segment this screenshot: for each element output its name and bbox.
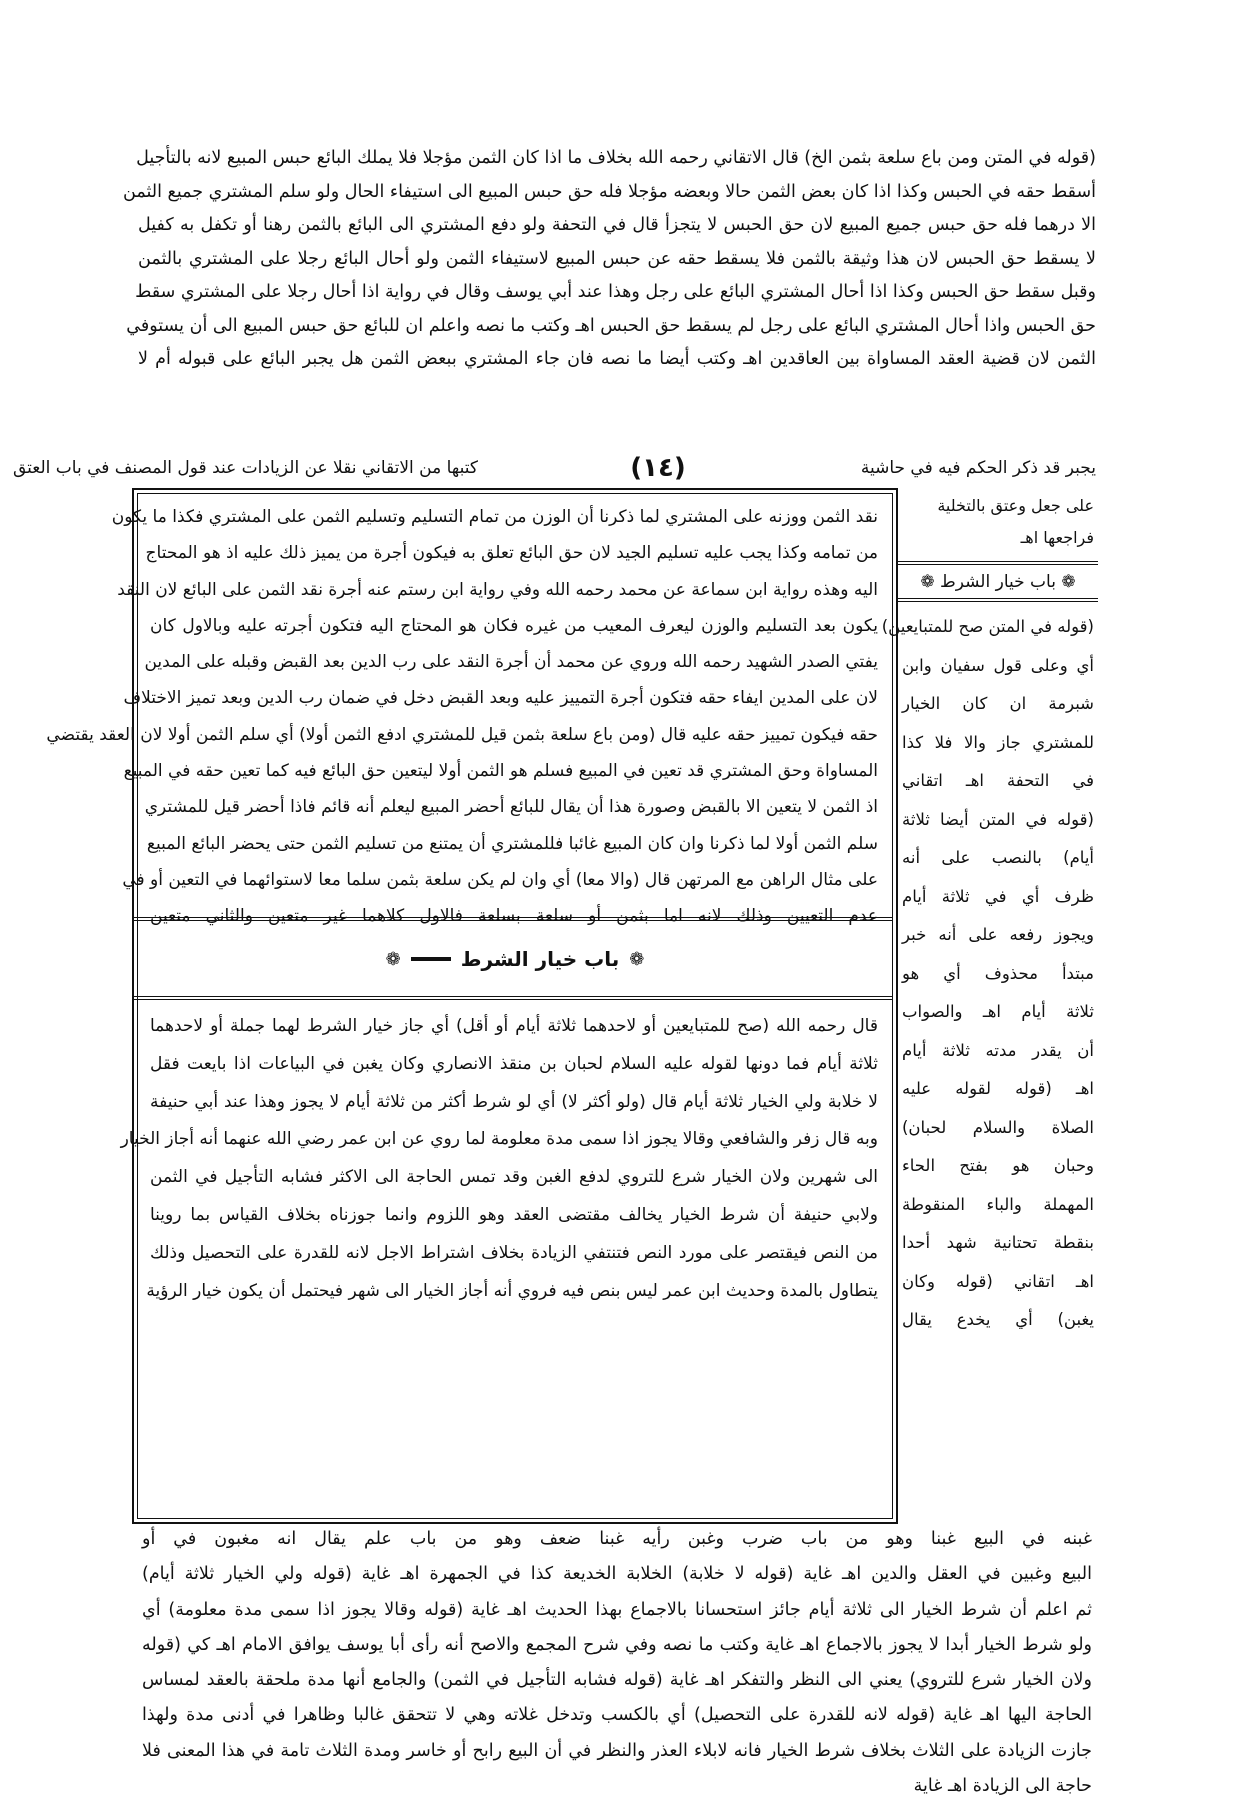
section-divider (134, 999, 892, 1000)
main-line: لان على المدين ايفاء حقه فتكون أجرة التمييز عليه وبعد القبض دخل في ضمان رب الدين وبعد تميز الاختلاف (123, 688, 878, 709)
running-head-left: كتبها من الاتقاني نقلا عن الزيادات عند قول المصنف في باب العتق (12, 458, 478, 478)
main-line: ولابي حنيفة أن شرط الخيار يخالف مقتضى العقد وهو اللزوم وانما جوزناه بخلاف القياس بما روينا (150, 1204, 878, 1225)
top-line: الا درهما فله حق حبس جميع المبيع لان حق الحبس لا يتجزأ قال في التحفة ولو دفع المشتري الى البائع بالثمن رهنا أو تكفل به كفيل (138, 215, 1096, 235)
bottom-line: البيع وغبين في العقل والدين اهـ غاية (قوله لا خلابة) الخلابة الخديعة كذا في الجمهرة اهـ غاية (قوله ولي الخيار ثلاثة أيام) (142, 1564, 1092, 1585)
bottom-line: حاجة الى الزيادة اهـ غاية (913, 1776, 1092, 1797)
side-divider (898, 561, 1098, 562)
running-head-right: يجبر قد ذكر الحكم فيه في حاشية (860, 458, 1096, 478)
ornament-icon: ❁ (920, 572, 935, 592)
side-commentary-top (902, 490, 1094, 554)
side-divider (898, 601, 1098, 602)
side-line: أي وعلى قول سفيان وابن (902, 655, 1094, 675)
side-line: (قوله في المتن أيضا ثلاثة (902, 809, 1094, 829)
chapter-heading (380, 935, 650, 983)
bottom-commentary-block (142, 1522, 1092, 1804)
side-line: الصلاة والسلام لحبان) (902, 1117, 1094, 1137)
bottom-line: ولان الخيار شرع للتروي) يعني الى النظر والتفكر اهـ غاية (قوله فشابه التأجيل في الثمن) والجامع أنها مدة ملحقة بالعقد لمساس (142, 1670, 1092, 1691)
main-line: من تمامه وكذا يجب عليه تسليم الجيد لان حق البائع تعلق به فيكون أجرة من يميز ذلك عليه اذ هو المحتاج (145, 543, 878, 564)
side-line: اهـ (قوله لقوله عليه (902, 1079, 1094, 1098)
running-head (12, 450, 1096, 486)
main-line: يكون بعد التسليم والوزن ليعرف المعيب من غيره فكان هو المحتاج اليه فتكون أجرته عليه وبالاول كان (150, 615, 878, 636)
top-line: وقبل سقط حق الحبس وكذا اذا أحال المشتري البائع على رجل وهذا عند أبي يوسف وقال في رواية اذا أحال رجلا على المشتري سقط (135, 282, 1096, 302)
ornament-icon: ❁ (1061, 572, 1076, 592)
chapter-heading-text: باب خيار الشرط (460, 947, 620, 971)
side-heading-text: باب خيار الشرط (940, 572, 1056, 592)
bottom-line: ولو شرط الخيار أبدا لا يجوز بالاجماع اهـ غاية وكتب ما نصه وفي شرح المجمع والاصح أنه رأى أبا يوسف يوافق الامام اهـ كي (قوله (142, 1634, 1092, 1655)
main-line: اليه وهذه رواية ابن سماعة عن محمد رحمه الله وفي رواية ابن رستم عنه أجرة نقد الثمن على البائع لان النقد (117, 579, 878, 600)
main-line: سلم الثمن أولا لما ذكرنا وان كان المبيع غائبا فللمشتري أن يمتنع من تسليم الثمن حتى يحضر البائع المبيع (146, 833, 878, 854)
side-line: أيام) بالنصب على أنه (902, 848, 1094, 867)
main-text-lower (120, 1008, 878, 1310)
main-line: اذ الثمن لا يتعين الا بالقبض وصورة هذا أن يقال للبائع أحضر المبيع ليعلم أنه قائم فاذا أحضر قيل للمشتري (144, 797, 878, 818)
side-line: ثلاثة أيام اهـ والصواب (902, 1002, 1094, 1021)
main-line: لا خلابة ولي الخيار ثلاثة أيام قال (ولو أكثر لا) أي لو شرط أكثر من ثلاثة أيام لا يجوز وهذا عند أبي حنيفة (150, 1091, 878, 1112)
bottom-line: الحاجة اليها اهـ غاية (قوله لانه للقدرة على التحصيل) أي بالكسب وتدخل غلاته وهي لا تتحقق غالبا وظاهرا في أدنى مدة ولهذا (142, 1705, 1092, 1726)
ornament-icon: ❁ (385, 948, 401, 970)
ornament-icon: ❁ (629, 948, 645, 970)
side-line: شبرمة ان كان الخيار (902, 694, 1094, 713)
side-line: يغبن) أي يخدع يقال (902, 1310, 1094, 1329)
top-line: أسقط حقه في الحبس وكذا اذا كان بعض الثمن حالا وبعضه مؤجلا فله حق حبس المبيع الى استيفاء الحال ولو سلم المشتري جميع الثمن (123, 181, 1096, 202)
bottom-line: ثم اعلم أن شرط الخيار الى ثلاثة أيام جائز استحسانا بالاجماع بهذا الحديث اهـ غاية (قوله وقالا يجوز اذا سمى مدة معلومة) أي (142, 1599, 1092, 1620)
side-divider (898, 598, 1098, 599)
main-line: يتطاول بالمدة وحديث ابن عمر ليس بنص فيه فروي أنه أجاز الخيار الى شهر فيحتمل أن يكون خيار الرؤية (146, 1280, 878, 1301)
top-line: حق الحبس واذا أحال المشتري البائع على رجل لم يسقط حق الحبس اهـ وكتب ما نصه واعلم ان للبائع حق حبس المبيع الى أن يستوفي (126, 315, 1096, 336)
side-line: في التحفة اهـ اتقاني (902, 771, 1094, 790)
main-line: يفتي الصدر الشهيد رحمه الله وروي عن محمد أن أجرة النقد على رب الدين بعد القبض وقبله على المدين (144, 652, 878, 673)
main-line: قال رحمه الله (صح للمتبايعين أو لاحدهما ثلاثة أيام أو أقل) أي جاز خيار الشرط لهما جملة أو لاحدهما (150, 1016, 878, 1036)
main-line: على مثال الراهن مع المرتهن قال (والا معا) أي وان لم يكن سلعة بثمن سلما معا لاستوائهما في التعين أو في (122, 869, 878, 890)
main-text-upper (46, 499, 878, 935)
main-line: حقه فيكون تمييز حقه عليه قال (ومن باع سلعة بثمن قيل للمشتري ادفع الثمن أولا) أي سلم الثمن أولا لان العقد يقتضي (46, 724, 878, 745)
top-line: لا يسقط حق الحبس لان هذا وثيقة بالثمن فلا يسقط حقه عن حبس المبيع لاستيفاء الثمن ولو أحال البائع رجلا على المشتري بالثمن (138, 248, 1096, 269)
main-line: عدم التعيين وذلك لانه اما بثمن أو سلعة بسلعة فالاول كلاهما غير متعين والثاني متعين (150, 906, 878, 927)
side-line: (قوله في المتن صح للمتبايعين) (881, 617, 1094, 636)
section-divider (134, 920, 892, 921)
side-line: اهـ اتقاني (قوله وكان (902, 1271, 1094, 1291)
side-line: ويجوز رفعه على أنه خبر (902, 925, 1094, 944)
heading-bar-decoration (411, 957, 451, 961)
side-line: ظرف أي في ثلاثة أيام (902, 886, 1094, 906)
section-divider (134, 996, 892, 997)
main-line: من النص فيقتصر على مورد النص فتنتفي الزيادة بخلاف اشتراط الاجل لانه للقدرة على التحصيل وذلك (150, 1242, 878, 1263)
side-commentary-body (881, 608, 1094, 1340)
main-line: ثلاثة أيام فما دونها لقوله عليه السلام لحبان بن منقذ الانصاري وكان يغبن في البياعات اذا بايعت فقل (150, 1053, 878, 1074)
side-line: المهملة والباء المنقوطة (902, 1194, 1094, 1214)
side-line: أن يقدر مدته ثلاثة أيام (902, 1040, 1094, 1060)
section-divider (134, 917, 892, 918)
side-line: فراجعها اهـ (1020, 528, 1094, 547)
side-line: بنقطة تحتانية شهد أحدا (902, 1233, 1094, 1252)
page-number: (١٤) (630, 453, 686, 483)
side-line: للمشتري جاز والا فلا كذا (902, 732, 1094, 752)
side-line: مبتدأ محذوف أي هو (902, 963, 1094, 983)
main-line: نقد الثمن ووزنه على المشتري لما ذكرنا أن الوزن من تمام التسليم وتسليم الثمن على المشتري فكذا ما يكون (111, 507, 878, 527)
top-line: (قوله في المتن ومن باع سلعة بثمن الخ) قال الاتقاني رحمه الله بخلاف ما اذا كان الثمن مؤجلا فلا يملك البائع حبس المبيع لانه بالتأجيل (136, 148, 1096, 168)
main-line: وبه قال زفر والشافعي وقالا يجوز اذا سمى مدة معلومة لما روي عن ابن عمر رضي الله عنهما أنه أجاز الخيار (120, 1129, 878, 1150)
main-line: الى شهرين ولان الخيار شرع للتروي لدفع الغبن وقد تمس الحاجة الى الاكثر فشابه التأجيل في الثمن (150, 1167, 878, 1188)
side-heading (902, 564, 1094, 600)
top-commentary-block (123, 142, 1096, 377)
side-line: على جعل وعتق بالتخلية (937, 496, 1094, 515)
main-line: المساواة وحق المشتري قد تعين في المبيع فسلم هو الثمن أولا ليتعين حق البائع فيه كما تعين حقه في المبيع (123, 761, 878, 782)
bottom-line: جازت الزيادة على الثلاث بخلاف شرط الخيار فانه لابلاء العذر والنظر في أن البيع رابح أو خاسر ومدة الثلاث تامة في هذا المعنى فلا (142, 1740, 1092, 1761)
top-line: الثمن لان قضية العقد المساواة بين العاقدين اهـ وكتب أيضا ما نصه فان جاء المشتري ببعض الثمن هل يجبر البائع على قبوله أم لا (138, 349, 1096, 369)
bottom-line: غبنه في البيع غبنا وهو من باب ضرب وغبن رأيه غبنا ضعف وهو من باب علم يقال انه مغبون في أو (142, 1529, 1092, 1549)
side-line: وحبان هو بفتح الحاء (902, 1156, 1094, 1175)
